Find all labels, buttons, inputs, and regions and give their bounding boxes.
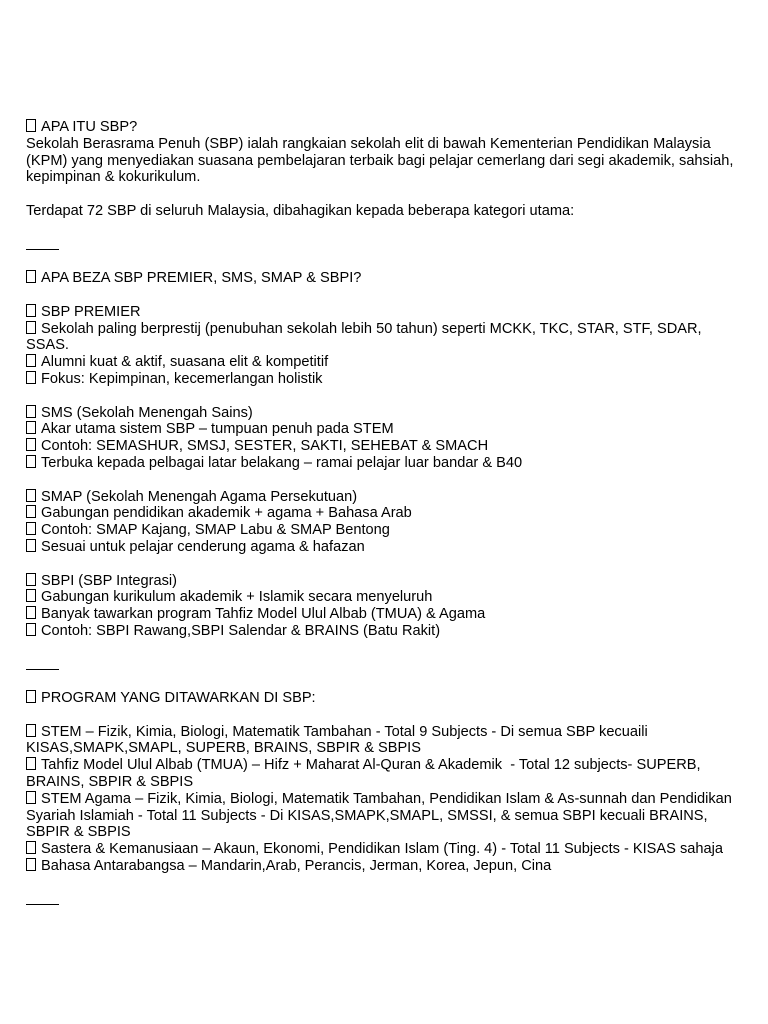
missing-glyph-box-icon xyxy=(26,438,36,451)
missing-glyph-box-icon xyxy=(26,119,36,132)
bullet-line xyxy=(26,606,746,623)
missing-glyph-box-icon xyxy=(26,791,36,804)
line-text: SBPI (SBP Integrasi) xyxy=(41,572,177,589)
line-text: Contoh: SEMASHUR, SMSJ, SESTER, SAKTI, SEHEBAT & SMACH xyxy=(41,438,489,455)
bullet-line xyxy=(26,438,746,455)
paragraph xyxy=(26,136,746,186)
missing-glyph-box-icon xyxy=(26,405,36,418)
line-text: SBP PREMIER xyxy=(41,303,141,320)
missing-glyph-box-icon xyxy=(26,270,36,283)
missing-glyph-box-icon xyxy=(26,724,36,737)
line-text: Akar utama sistem SBP – tumpuan penuh pada STEM xyxy=(41,421,394,438)
missing-glyph-box-icon xyxy=(26,757,36,770)
bullet-line xyxy=(26,371,746,388)
bullet-line xyxy=(26,354,746,371)
line-text: Gabungan pendidikan akademik + agama + Bahasa Arab xyxy=(41,505,412,522)
blank-line xyxy=(26,707,746,724)
bullet-line xyxy=(26,757,746,791)
line-text: Contoh: SMAP Kajang, SMAP Labu & SMAP Bentong xyxy=(41,522,390,539)
document-body xyxy=(26,119,746,908)
bullet-line xyxy=(26,489,746,506)
bullet-line xyxy=(26,455,746,472)
blank-line xyxy=(26,388,746,405)
blank-line xyxy=(26,472,746,489)
missing-glyph-box-icon xyxy=(26,858,36,871)
bullet-line xyxy=(26,791,746,841)
paragraph xyxy=(26,203,746,220)
bullet-line xyxy=(26,119,746,136)
line-text: STEM Agama – Fizik, Kimia, Biologi, Matematik Tambahan, Pendidikan Islam & As-sunnah dan Pendidikan Syariah Islamiah - Total 11 Subjects - Di KISAS,SMAPK,SMAPL, SMSSI, & semua SBPI kecuali BRAINS, SBPIR & SBPIS xyxy=(26,790,736,841)
missing-glyph-box-icon xyxy=(26,455,36,468)
bullet-line xyxy=(26,321,746,355)
line-text: Banyak tawarkan program Tahfiz Model Ulul Albab (TMUA) & Agama xyxy=(41,606,486,623)
missing-glyph-box-icon xyxy=(26,522,36,535)
missing-glyph-box-icon xyxy=(26,539,36,552)
line-text: APA ITU SBP? xyxy=(41,119,138,135)
blank-line xyxy=(26,640,746,657)
missing-glyph-box-icon xyxy=(26,505,36,518)
bullet-line xyxy=(26,405,746,422)
blank-line xyxy=(26,253,746,270)
line-text: Terdapat 72 SBP di seluruh Malaysia, dibahagikan kepada beberapa kategori utama: xyxy=(26,202,575,219)
missing-glyph-box-icon xyxy=(26,841,36,854)
line-text: Alumni kuat & aktif, suasana elit & kompetitif xyxy=(41,354,329,371)
line-text: PROGRAM YANG DITAWARKAN DI SBP: xyxy=(41,690,316,707)
separator-rule xyxy=(26,892,746,909)
bullet-line xyxy=(26,841,746,858)
line-text: APA BEZA SBP PREMIER, SMS, SMAP & SBPI? xyxy=(41,270,362,287)
separator-rule xyxy=(26,237,746,254)
bullet-line xyxy=(26,304,746,321)
line-text: Sastera & Kemanusiaan – Akaun, Ekonomi, Pendidikan Islam (Ting. 4) - Total 11 Subjects - KISAS sahaja xyxy=(41,841,723,858)
bullet-line xyxy=(26,573,746,590)
line-text: Fokus: Kepimpinan, kecemerlangan holistik xyxy=(41,370,323,387)
line-text: Gabungan kurikulum akademik + Islamik secara menyeluruh xyxy=(41,589,433,606)
line-text: Sekolah Berasrama Penuh (SBP) ialah rangkaian sekolah elit di bawah Kementerian Pendidikan Malaysia (KPM) yang menyediakan suasana pembelajaran terbaik bagi pelajar cemerlang dari segi akademik, sahsiah, kepimpinan & kokurikulum. xyxy=(26,135,738,186)
bullet-line xyxy=(26,858,746,875)
bullet-line xyxy=(26,421,746,438)
blank-line xyxy=(26,186,746,203)
blank-line xyxy=(26,673,746,690)
bullet-line xyxy=(26,539,746,556)
bullet-line xyxy=(26,505,746,522)
line-text: SMAP (Sekolah Menengah Agama Persekutuan) xyxy=(41,488,358,505)
bullet-line xyxy=(26,522,746,539)
line-text: Tahfiz Model Ulul Albab (TMUA) – Hifz + Maharat Al-Quran & Akademik - Total 12 subjects- SUPERB, BRAINS, SBPIR & SBPIS xyxy=(26,757,705,791)
bullet-line xyxy=(26,589,746,606)
bullet-line xyxy=(26,690,746,707)
missing-glyph-box-icon xyxy=(26,690,36,703)
line-text: Contoh: SBPI Rawang,SBPI Salendar & BRAINS (Batu Rakit) xyxy=(41,622,441,639)
blank-line xyxy=(26,220,746,237)
line-text: Bahasa Antarabangsa – Mandarin,Arab, Perancis, Jerman, Korea, Jepun, Cina xyxy=(41,858,552,875)
missing-glyph-box-icon xyxy=(26,573,36,586)
line-text: SMS (Sekolah Menengah Sains) xyxy=(41,404,253,421)
missing-glyph-box-icon xyxy=(26,321,36,334)
missing-glyph-box-icon xyxy=(26,304,36,317)
missing-glyph-box-icon xyxy=(26,354,36,367)
blank-line xyxy=(26,556,746,573)
missing-glyph-box-icon xyxy=(26,589,36,602)
missing-glyph-box-icon xyxy=(26,421,36,434)
missing-glyph-box-icon xyxy=(26,371,36,384)
line-text: Terbuka kepada pelbagai latar belakang – ramai pelajar luar bandar & B40 xyxy=(41,454,523,471)
bullet-line xyxy=(26,623,746,640)
line-text: Sekolah paling berprestij (penubuhan sekolah lebih 50 tahun) seperti MCKK, TKC, STAR, STF, SDAR, SSAS. xyxy=(26,320,706,354)
bullet-line xyxy=(26,270,746,287)
bullet-line xyxy=(26,724,746,758)
missing-glyph-box-icon xyxy=(26,606,36,619)
blank-line xyxy=(26,287,746,304)
line-text: STEM – Fizik, Kimia, Biologi, Matematik Tambahan - Total 9 Subjects - Di semua SBP kecuaili KISAS,SMAPK,SMAPL, SUPERB, BRAINS, SBPIR & SBPIS xyxy=(26,723,652,757)
missing-glyph-box-icon xyxy=(26,489,36,502)
separator-rule xyxy=(26,657,746,674)
blank-line xyxy=(26,875,746,892)
missing-glyph-box-icon xyxy=(26,623,36,636)
line-text: Sesuai untuk pelajar cenderung agama & hafazan xyxy=(41,538,365,555)
